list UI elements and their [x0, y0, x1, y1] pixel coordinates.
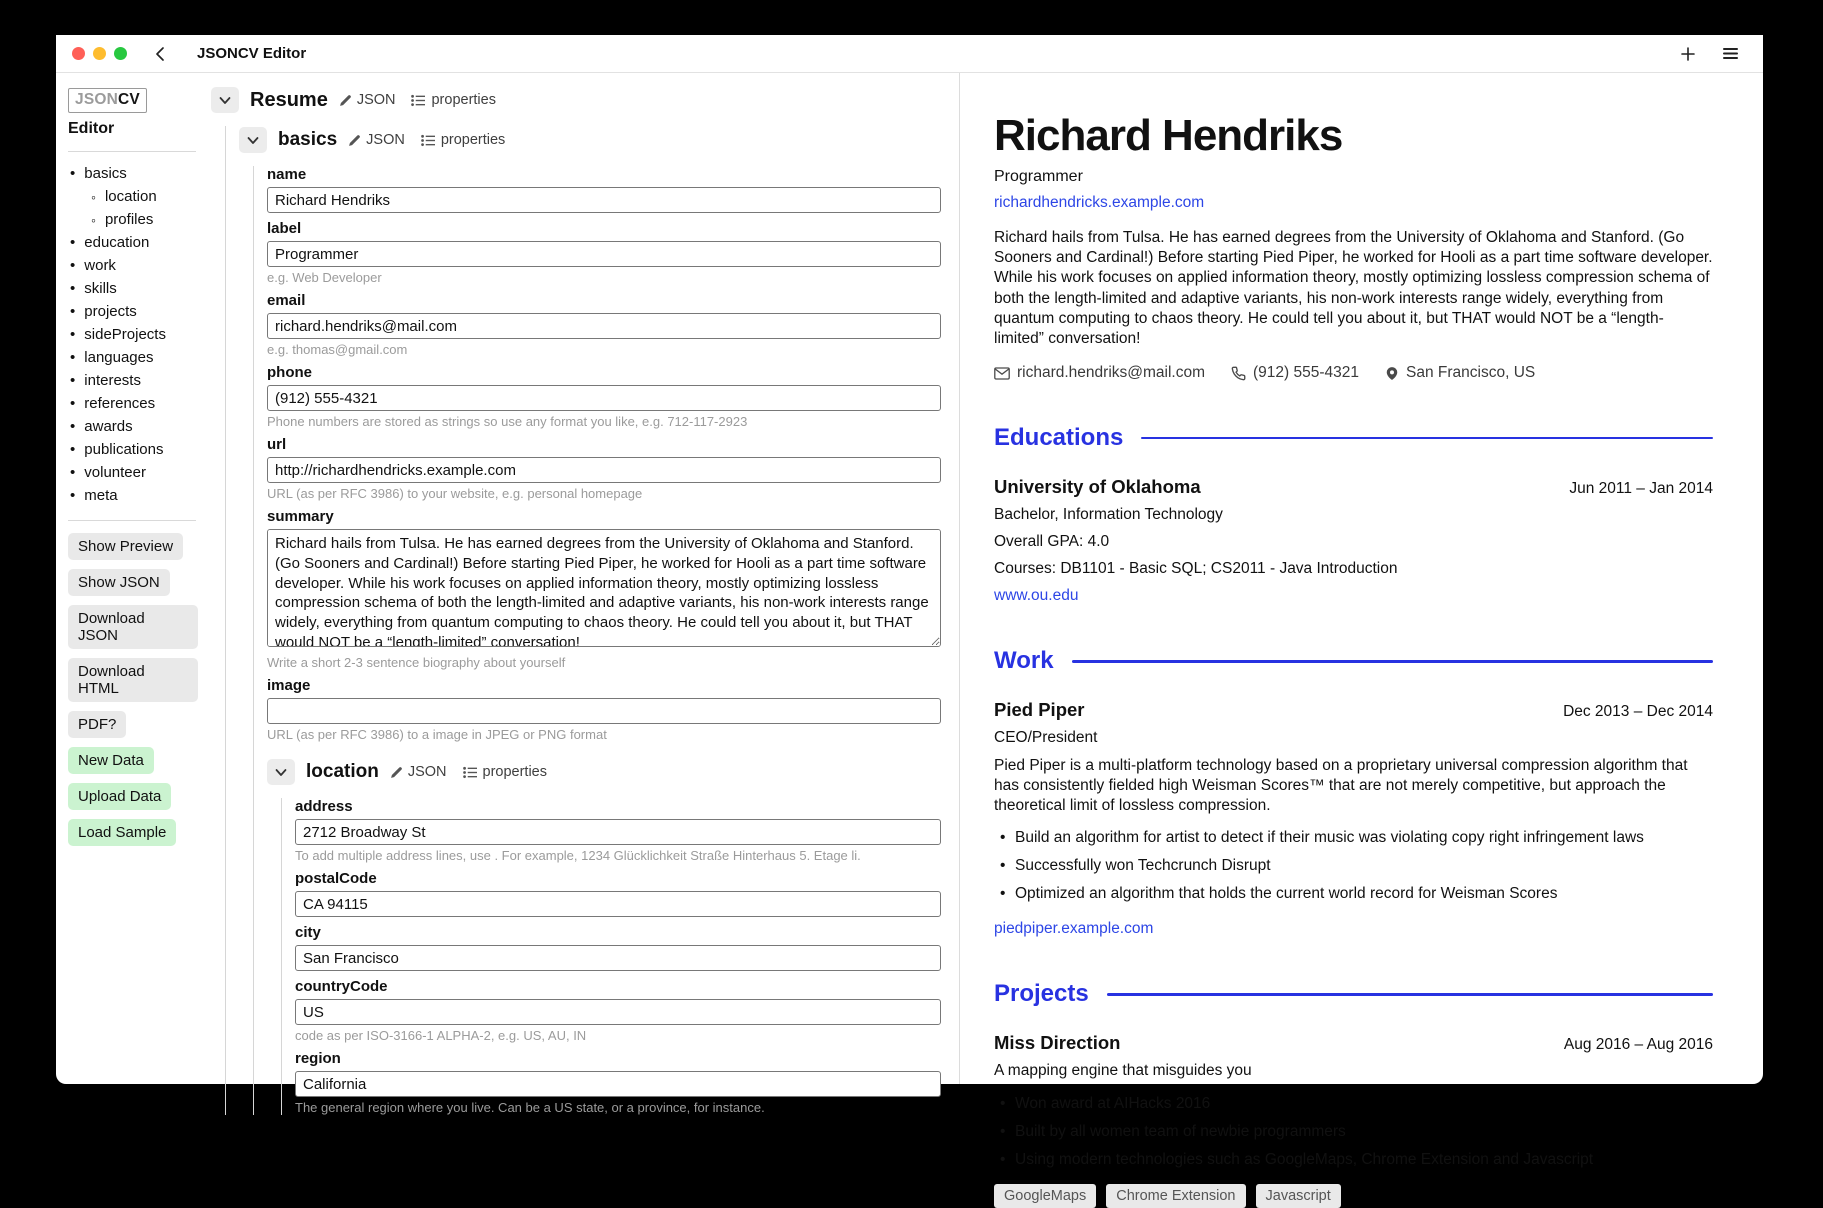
- field-city: [295, 924, 941, 971]
- work-summary: Pied Piper is a multi-platform technology based on a proprietary universal compression algorithm that has consistently fielded high Weisman Scores™ that are not merely competitive, but approach the theoretical limit of lossless compression.: [994, 756, 1688, 814]
- collapse-location-button[interactable]: [267, 759, 295, 785]
- work-dates: Dec 2013 – Dec 2014: [1563, 703, 1713, 721]
- name-input[interactable]: [267, 187, 941, 213]
- sidebar-item-skills[interactable]: [68, 277, 198, 300]
- work-highlight: • Successfully won Techcrunch Disrupt: [994, 856, 1713, 876]
- contact-location-text: San Francisco, US: [1406, 364, 1536, 382]
- sidebar-item-education[interactable]: [68, 231, 198, 254]
- logo-subtitle: Editor: [68, 120, 115, 137]
- menu-button[interactable]: [1722, 46, 1739, 61]
- sidebar-item-label: • sideProjects: [84, 326, 166, 343]
- section-rule: [1072, 660, 1713, 663]
- location-section-title: location: [306, 761, 379, 782]
- project-highlight: • Built by all women team of newbie programmers: [994, 1122, 1713, 1142]
- name-field-label: name: [267, 166, 307, 183]
- pdf-button[interactable]: PDF?: [68, 711, 126, 738]
- city-field-label: city: [295, 924, 321, 941]
- list-icon: [421, 134, 436, 147]
- pencil-icon: [339, 94, 352, 107]
- sidebar-item-label: • languages: [84, 349, 154, 366]
- summary-textarea[interactable]: [267, 529, 941, 647]
- email-input[interactable]: [267, 313, 941, 339]
- pencil-icon: [390, 766, 403, 779]
- summary-field-label: summary: [267, 508, 334, 525]
- maximize-window-button[interactable]: [114, 47, 127, 60]
- chevron-down-icon: [247, 136, 259, 145]
- sidebar-item-label: • skills: [84, 280, 117, 297]
- contact-phone-text: (912) 555-4321: [1253, 364, 1360, 382]
- location-section-header: [267, 758, 941, 786]
- sidebar-item-languages[interactable]: [68, 346, 198, 369]
- educations-section: [994, 424, 1713, 605]
- city-input[interactable]: [295, 945, 941, 971]
- project-highlight: • Won award at AIHacks 2016: [994, 1094, 1713, 1114]
- address-input[interactable]: [295, 819, 941, 845]
- project-tag: Chrome Extension: [1106, 1184, 1245, 1208]
- sidebar-item-work[interactable]: [68, 254, 198, 277]
- plus-icon: [1680, 46, 1696, 62]
- resume-section-title: Resume: [250, 88, 328, 111]
- sidebar-item-label: • meta: [84, 487, 118, 504]
- phone-icon: [1231, 366, 1246, 381]
- sidebar-item-label: • interests: [84, 372, 141, 389]
- new-tab-button[interactable]: [1680, 46, 1696, 62]
- field-label: [267, 220, 941, 285]
- resume-json-toggle[interactable]: [339, 92, 396, 108]
- chevron-down-icon: [275, 768, 287, 777]
- properties-toggle-label: properties: [482, 764, 547, 780]
- url-field-label: url: [267, 436, 287, 453]
- editor-panel: [206, 73, 959, 1115]
- field-summary: [267, 508, 941, 670]
- list-icon: [411, 94, 426, 107]
- educations-heading: Educations: [994, 424, 1124, 452]
- work-highlight: • Optimized an algorithm that holds the current world record for Weisman Scores: [994, 884, 1713, 904]
- chevron-left-icon: [153, 46, 167, 62]
- back-button[interactable]: [153, 46, 167, 62]
- sidebar-item-label: • references: [84, 395, 156, 412]
- region-input[interactable]: [295, 1071, 941, 1097]
- work-section: [994, 647, 1713, 938]
- sidebar-item-volunteer[interactable]: [68, 461, 198, 484]
- project-highlights: [994, 1094, 1713, 1170]
- education-courses: Courses: DB1101 - Basic SQL; CS2011 - Java Introduction: [994, 560, 1398, 578]
- sidebar-item-label: • education: [84, 234, 150, 251]
- sidebar-item-awards[interactable]: [68, 415, 198, 438]
- sidebar-item-location[interactable]: [68, 185, 198, 208]
- image-input[interactable]: [267, 698, 941, 724]
- pencil-icon: [348, 134, 361, 147]
- properties-toggle-label: properties: [431, 92, 496, 108]
- project-description: A mapping engine that misguides you: [994, 1062, 1252, 1080]
- image-field-hint: URL (as per RFC 3986) to a image in JPEG or PNG format: [267, 727, 607, 742]
- project-dates: Aug 2016 – Aug 2016: [1563, 1036, 1713, 1054]
- summary-field-hint: Write a short 2-3 sentence biography about yourself: [267, 655, 566, 670]
- sidebar-item-label: • work: [84, 257, 116, 274]
- postalcode-input[interactable]: [295, 891, 941, 917]
- location-json-toggle[interactable]: [390, 764, 447, 780]
- minimize-window-button[interactable]: [93, 47, 106, 60]
- phone-input[interactable]: [267, 385, 941, 411]
- projects-heading: Projects: [994, 980, 1089, 1008]
- contact-email: [994, 364, 1205, 382]
- sidebar-item-basics[interactable]: [68, 162, 198, 185]
- basics-properties-toggle[interactable]: [421, 132, 505, 148]
- countrycode-field-hint: code as per ISO-3166-1 ALPHA-2, e.g. US, AU, IN: [295, 1028, 587, 1043]
- preview-summary: Richard hails from Tulsa. He has earned degrees from the University of Oklahoma and Stanford. (Go Sooners and Cardinal!) Before starting Pied Piper, he worked for Hooli as a part time software developer. While his work focuses on applied information theory, mostly optimizing lossless compression schema of both the length-limited and adaptive variants, his non-work interests range widely, everything from quantum computing to chaos theory. He could tell you about it, but THAT would NOT be a “length-limited” conversation!: [994, 229, 1713, 347]
- contact-email-text: richard.hendriks@mail.com: [1017, 364, 1206, 382]
- resume-properties-toggle[interactable]: [411, 92, 495, 108]
- sidebar-item-label: • publications: [84, 441, 164, 458]
- preview-contact-row: [994, 364, 1713, 382]
- sidebar-item-label: • volunteer: [84, 464, 146, 481]
- education-degree: Bachelor, Information Technology: [994, 506, 1223, 524]
- preview-role: Programmer: [994, 168, 1083, 186]
- preview-website-link[interactable]: richardhendricks.example.com: [994, 194, 1205, 212]
- sidebar-item-label: ◦ profiles: [104, 211, 154, 228]
- json-toggle-label: JSON: [366, 132, 405, 148]
- contact-phone: [1231, 364, 1359, 382]
- work-heading: Work: [994, 647, 1054, 675]
- json-toggle-label: JSON: [356, 92, 396, 108]
- project-highlight: • Using modern technologies such as GoogleMaps, Chrome Extension and Javascript: [994, 1150, 1713, 1170]
- window-title: JSONCV Editor: [197, 45, 307, 62]
- upload-data-button[interactable]: Upload Data: [68, 783, 171, 810]
- show-json-button[interactable]: Show JSON: [68, 569, 170, 596]
- basics-section-header: [239, 126, 941, 154]
- preview-panel: [959, 73, 1763, 1204]
- field-email: [267, 292, 941, 357]
- work-position: CEO/President: [994, 729, 1098, 747]
- sidebar-divider: [68, 151, 196, 152]
- sidebar-item-references[interactable]: [68, 392, 198, 415]
- work-highlight: • Build an algorithm for artist to detect if their music was violating copy right infringement laws: [994, 828, 1713, 848]
- envelope-icon: [994, 367, 1010, 380]
- basics-section-title: basics: [278, 129, 338, 150]
- title-bar: [56, 35, 1763, 73]
- new-data-button[interactable]: New Data: [68, 747, 154, 774]
- show-preview-button[interactable]: Show Preview: [68, 533, 183, 560]
- countrycode-field-label: countryCode: [295, 978, 388, 995]
- preview-name: Richard Hendriks: [994, 111, 1343, 160]
- hamburger-menu-icon: [1722, 46, 1739, 61]
- resume-children: [225, 126, 941, 1115]
- education-link[interactable]: www.ou.edu: [994, 587, 1079, 605]
- collapse-basics-button[interactable]: [239, 127, 267, 153]
- address-field-label: address: [295, 798, 353, 815]
- sidebar-item-meta[interactable]: [68, 484, 198, 507]
- sidebar-actions: [68, 533, 198, 846]
- location-section: [267, 758, 941, 1115]
- field-name: [267, 166, 941, 213]
- sidebar-item-sideprojects[interactable]: [68, 323, 198, 346]
- education-dates: Jun 2011 – Jan 2014: [1569, 480, 1713, 498]
- app-logo: [68, 88, 147, 113]
- load-sample-button[interactable]: Load Sample: [68, 819, 176, 846]
- section-rule: [1141, 437, 1713, 440]
- project-name: Miss Direction: [994, 1032, 1121, 1054]
- download-json-button[interactable]: Download JSON: [68, 605, 198, 649]
- location-properties-toggle[interactable]: [463, 764, 547, 780]
- field-url: [267, 436, 941, 501]
- sidebar: [56, 73, 206, 1084]
- address-field-hint: To add multiple address lines, use . For example, 1234 Glücklichkeit Straße Hinterhaus 5. Etage li.: [295, 848, 861, 863]
- sidebar-item-projects[interactable]: [68, 300, 198, 323]
- sidebar-item-label: • awards: [84, 418, 133, 435]
- field-postalcode: [295, 870, 941, 917]
- sidebar-item-interests[interactable]: [68, 369, 198, 392]
- phone-field-hint: Phone numbers are stored as strings so use any format you like, e.g. 712-117-2923: [267, 414, 748, 429]
- sidebar-nav: [68, 162, 198, 507]
- url-input[interactable]: [267, 457, 941, 483]
- education-item: [994, 476, 1713, 605]
- app-window: [56, 35, 1763, 1204]
- field-region: [295, 1050, 941, 1115]
- chevron-down-icon: [219, 96, 231, 105]
- logo-json-text: JSON: [75, 91, 119, 108]
- sidebar-item-label: • basics: [84, 165, 127, 182]
- postalcode-field-label: postalCode: [295, 870, 377, 887]
- project-tag: Javascript: [1256, 1184, 1341, 1208]
- sidebar-item-label: • projects: [84, 303, 137, 320]
- project-tag: GoogleMaps: [994, 1184, 1096, 1208]
- region-field-hint: The general region where you live. Can be a US state, or a province, for instance.: [295, 1100, 765, 1115]
- list-icon: [463, 766, 478, 779]
- location-children: [281, 798, 941, 1115]
- work-highlights: [994, 828, 1713, 904]
- label-input[interactable]: [267, 241, 941, 267]
- resume-section-header: [211, 86, 941, 114]
- properties-toggle-label: properties: [440, 132, 506, 148]
- collapse-resume-button[interactable]: [211, 87, 239, 113]
- education-institution: University of Oklahoma: [994, 476, 1201, 498]
- section-rule: [1107, 993, 1713, 996]
- image-field-label: image: [267, 677, 311, 694]
- close-window-button[interactable]: [72, 47, 85, 60]
- project-item: [994, 1032, 1713, 1208]
- download-html-button[interactable]: Download HTML: [68, 658, 198, 702]
- field-address: [295, 798, 941, 863]
- basics-json-toggle[interactable]: [348, 132, 405, 148]
- window-controls: [72, 47, 127, 60]
- json-toggle-label: JSON: [407, 764, 447, 780]
- contact-location: [1385, 364, 1535, 382]
- map-pin-icon: [1385, 366, 1399, 381]
- field-phone: [267, 364, 941, 429]
- logo-cv-text: CV: [118, 91, 140, 108]
- label-field-hint: e.g. Web Developer: [267, 270, 382, 285]
- email-field-label: email: [267, 292, 306, 309]
- projects-section: [994, 980, 1713, 1208]
- work-item: [994, 699, 1713, 938]
- field-countrycode: [295, 978, 941, 1043]
- work-company: Pied Piper: [994, 699, 1085, 721]
- project-tags: [994, 1184, 1713, 1208]
- region-field-label: region: [295, 1050, 341, 1067]
- url-field-hint: URL (as per RFC 3986) to your website, e.g. personal homepage: [267, 486, 643, 501]
- countrycode-input[interactable]: [295, 999, 941, 1025]
- sidebar-item-label: ◦ location: [104, 188, 157, 205]
- phone-field-label: phone: [267, 364, 312, 381]
- sidebar-item-profiles[interactable]: [68, 208, 198, 231]
- sidebar-item-publications[interactable]: [68, 438, 198, 461]
- sidebar-divider: [68, 520, 196, 521]
- label-field-label: label: [267, 220, 302, 237]
- basics-children: [253, 166, 941, 1115]
- education-gpa: Overall GPA: 4.0: [994, 533, 1110, 551]
- field-image: [267, 677, 941, 742]
- work-link[interactable]: piedpiper.example.com: [994, 920, 1154, 938]
- email-field-hint: e.g. thomas@gmail.com: [267, 342, 408, 357]
